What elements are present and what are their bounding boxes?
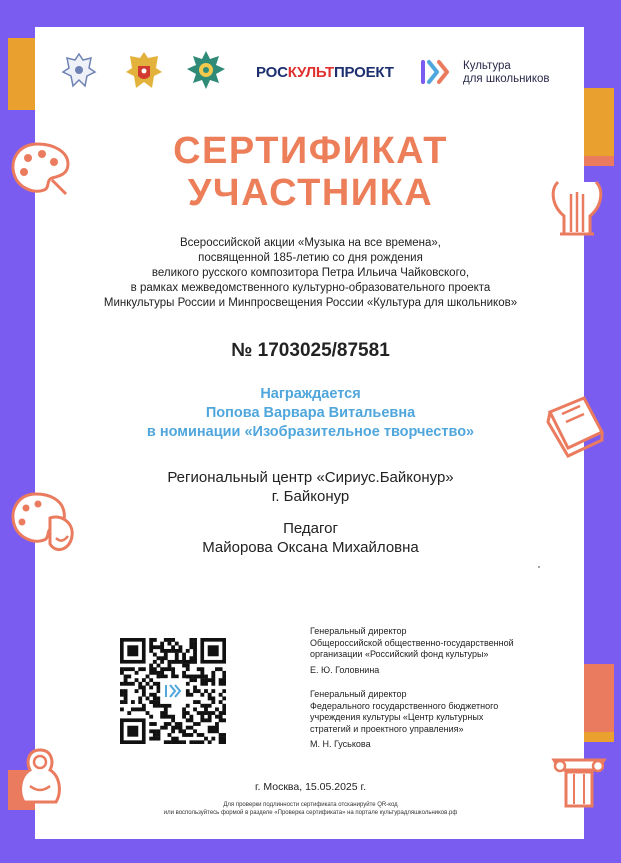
intro-line: посвященной 185-летию со дня рождения bbox=[198, 252, 423, 264]
stray-dot bbox=[538, 566, 540, 568]
signatory-name: М. Н. Гуськова bbox=[310, 739, 371, 749]
signature-line: Генеральный директор bbox=[310, 626, 407, 636]
signatory-name: Е. Ю. Головнина bbox=[310, 664, 380, 675]
certificate-title-line1: СЕРТИФИКАТ bbox=[173, 130, 448, 172]
logos-row bbox=[35, 40, 584, 110]
coat-of-arms-logo bbox=[124, 50, 164, 92]
certificate-number: № 1703025/87581 bbox=[231, 340, 390, 361]
center-name: Региональный центр «Сириус.Байконур» bbox=[167, 469, 454, 486]
place-and-date: г. Москва, 15.05.2025 г. bbox=[255, 781, 366, 793]
intro-line: великого русского композитора Петра Ильича Чайковского, bbox=[151, 267, 470, 279]
kultura-dlya-shkolnikov-logo bbox=[463, 60, 550, 86]
qr-code[interactable] bbox=[120, 638, 226, 744]
matryoshka-icon bbox=[8, 746, 72, 806]
kultura-logo-line1: Культура bbox=[463, 60, 511, 72]
regional-center bbox=[0, 468, 621, 506]
verification-footnote bbox=[0, 801, 621, 817]
signature-line: организации «Российский фонд культуры» bbox=[310, 649, 489, 659]
intro-line: Всероссийской акции «Музыка на все времена», bbox=[179, 237, 441, 249]
footnote-line: или воспользуйтесь формой в разделе «Проверка сертификата» на портале культурадляшкольников.рф bbox=[163, 810, 458, 816]
teacher-label: Педагог bbox=[283, 520, 338, 537]
ministry-eagle-logo bbox=[61, 50, 97, 90]
awardee-name: Попова Варвара Витальевна bbox=[205, 405, 416, 421]
signature-block-1 bbox=[310, 626, 550, 676]
certificate-title-line2: УЧАСТНИКА bbox=[187, 172, 434, 214]
intro-line: в рамках межведомственного культурно-образовательного проекта bbox=[130, 282, 491, 294]
kultura-logo-line2: для школьников bbox=[463, 73, 550, 85]
signature-line: учреждения культуры «Центр культурных bbox=[310, 712, 484, 722]
signature-line: Федерального государственного бюджетного bbox=[310, 700, 499, 711]
signature-line: Генеральный директор bbox=[310, 689, 407, 699]
roskultproekt-logo: РОСКУЛЬТПРОЕКТ bbox=[256, 64, 394, 81]
award-label: Награждается bbox=[260, 386, 361, 402]
teacher-name: Майорова Оксана Михайловна bbox=[202, 539, 419, 556]
nomination: в номинации «Изобразительное творчество» bbox=[146, 424, 475, 440]
ministry-emblem-logo bbox=[185, 50, 227, 92]
signature-block-2 bbox=[310, 689, 550, 751]
signature-line: стратегий и проектного управления» bbox=[310, 723, 464, 734]
signature-line: Общероссийской общественно-государственной bbox=[310, 637, 514, 648]
footnote-line: Для проверки подлинности сертификата отсканируйте QR-код bbox=[223, 802, 398, 808]
center-city: г. Байконур bbox=[271, 488, 350, 505]
kultura-logo-mark bbox=[419, 58, 453, 86]
award-block bbox=[0, 385, 621, 442]
intro-text bbox=[0, 236, 621, 311]
intro-line: Минкультуры России и Минпросвещения России «Культура для школьников» bbox=[103, 297, 518, 309]
teacher-block bbox=[0, 519, 621, 557]
